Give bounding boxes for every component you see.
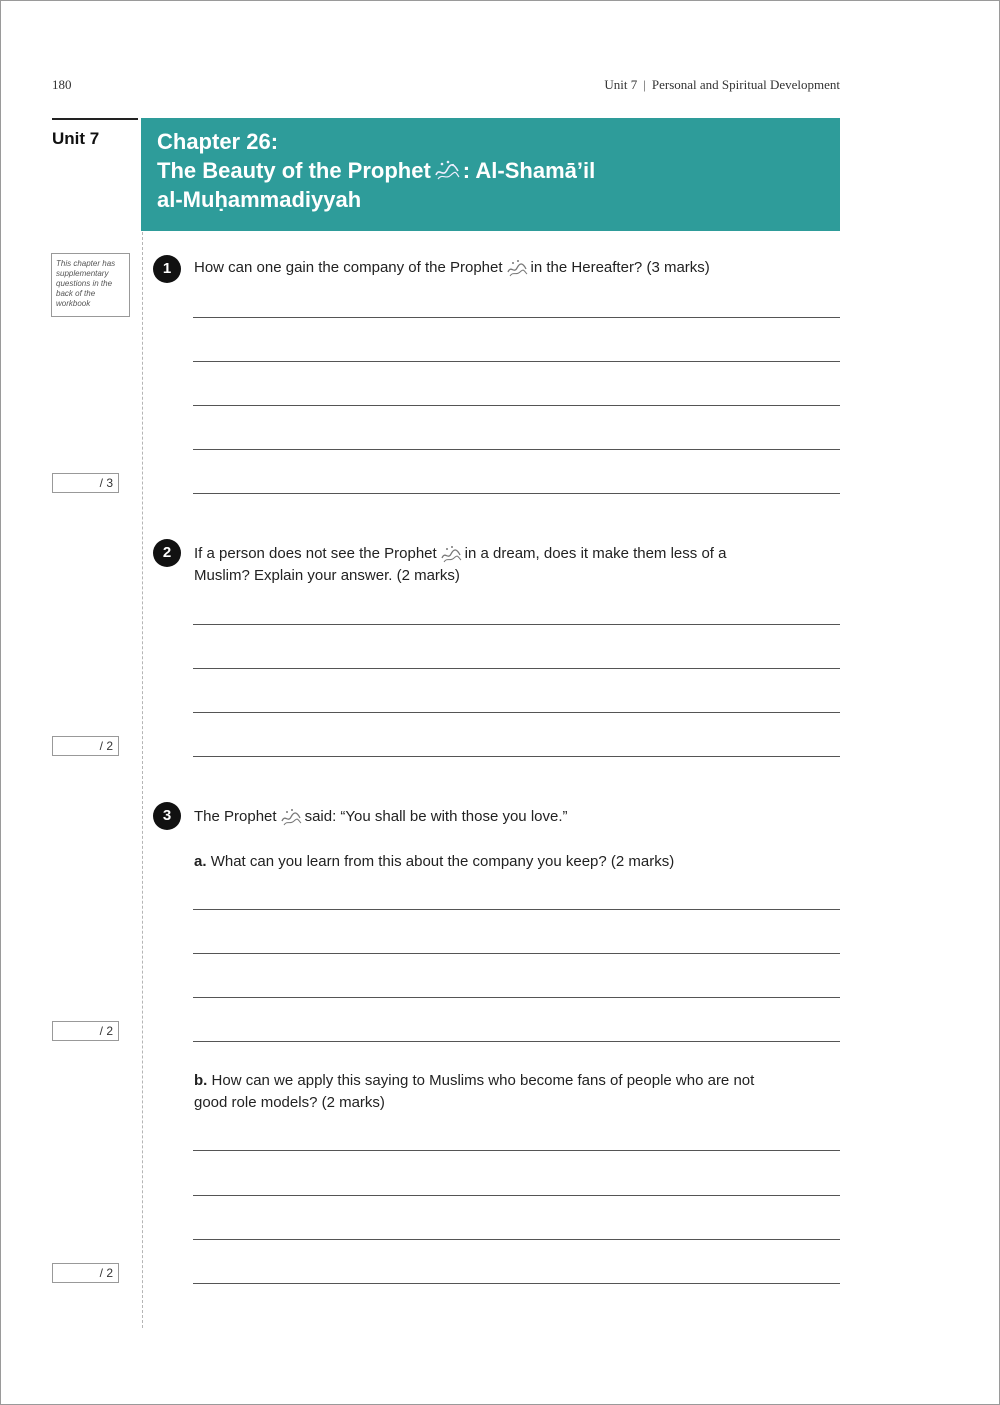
mark-box-q3a[interactable]: / 2	[52, 1021, 119, 1041]
question-3b-text	[194, 1070, 840, 1114]
answer-line[interactable]	[193, 756, 840, 757]
salawat-calligraphy-icon	[440, 544, 462, 564]
answer-line[interactable]	[193, 1150, 840, 1151]
question-number-1: 1	[153, 255, 181, 283]
answer-line[interactable]	[193, 909, 840, 910]
answer-line[interactable]	[193, 405, 840, 406]
answer-line[interactable]	[193, 493, 840, 494]
answer-line[interactable]	[193, 317, 840, 318]
salawat-calligraphy-icon	[280, 807, 302, 827]
question-number-2: 2	[153, 539, 181, 567]
page-number: 180	[52, 77, 72, 92]
salawat-calligraphy-icon	[433, 158, 461, 182]
answer-line[interactable]	[193, 668, 840, 669]
question-2-line1	[194, 543, 840, 565]
answer-line[interactable]	[193, 997, 840, 998]
mark-box-q3b[interactable]: / 2	[52, 1263, 119, 1283]
answer-line[interactable]	[193, 449, 840, 450]
supplementary-note: This chapter has supplementary questions in the back of the workbook	[51, 253, 130, 317]
chapter-title-post: : Al-Shamā’il	[462, 158, 596, 183]
question-2-text-post: in a dream, does it make them less of a	[464, 545, 727, 562]
question-3b-label: b.	[194, 1072, 208, 1089]
question-3b-line2: good role models? (2 marks)	[194, 1094, 385, 1111]
answer-line[interactable]	[193, 1283, 840, 1284]
question-3-text	[194, 806, 840, 828]
question-3a-label: a.	[194, 853, 207, 870]
answer-line[interactable]	[193, 953, 840, 954]
question-1-text	[194, 257, 840, 279]
margin-rule	[142, 232, 143, 1328]
chapter-title-line2	[157, 156, 824, 185]
answer-line[interactable]	[193, 712, 840, 713]
unit-label: Unit 7	[52, 129, 100, 148]
question-1-text-post: in the Hereafter? (3 marks)	[530, 259, 710, 276]
chapter-number: Chapter 26:	[157, 129, 279, 154]
salawat-calligraphy-icon	[506, 258, 528, 278]
question-2-line2: Muslim? Explain your answer. (2 marks)	[194, 567, 460, 584]
answer-line[interactable]	[193, 1041, 840, 1042]
running-header	[604, 77, 840, 93]
mark-box-q1[interactable]: / 3	[52, 473, 119, 493]
question-3b-line1	[194, 1070, 840, 1092]
answer-line[interactable]	[193, 1195, 840, 1196]
running-header-unit: Unit 7	[604, 77, 638, 92]
chapter-banner	[141, 118, 840, 231]
chapter-title-pre: The Beauty of the Prophet	[157, 158, 431, 183]
question-3-text-pre: The Prophet	[194, 808, 277, 825]
question-1-text-pre: How can one gain the company of the Prophet	[194, 259, 503, 276]
answer-line[interactable]	[193, 624, 840, 625]
mark-box-q2[interactable]: / 2	[52, 736, 119, 756]
question-3a-text	[194, 851, 840, 873]
answer-line[interactable]	[193, 361, 840, 362]
question-2-text-pre: If a person does not see the Prophet	[194, 545, 437, 562]
question-3a-body: What can you learn from this about the company you keep? (2 marks)	[210, 853, 675, 870]
question-number-3: 3	[153, 802, 181, 830]
question-2-text	[194, 543, 840, 587]
header-separator: |	[643, 77, 646, 92]
answer-line[interactable]	[193, 1239, 840, 1240]
question-3b-body: How can we apply this saying to Muslims who become fans of people who are not	[211, 1072, 755, 1089]
unit-rule	[52, 118, 138, 120]
chapter-title	[157, 127, 824, 214]
question-3-text-post: said: “You shall be with those you love.”	[304, 808, 568, 825]
chapter-title-line3: al-Muḥammadiyyah	[157, 187, 362, 212]
running-header-section: Personal and Spiritual Development	[651, 77, 840, 92]
